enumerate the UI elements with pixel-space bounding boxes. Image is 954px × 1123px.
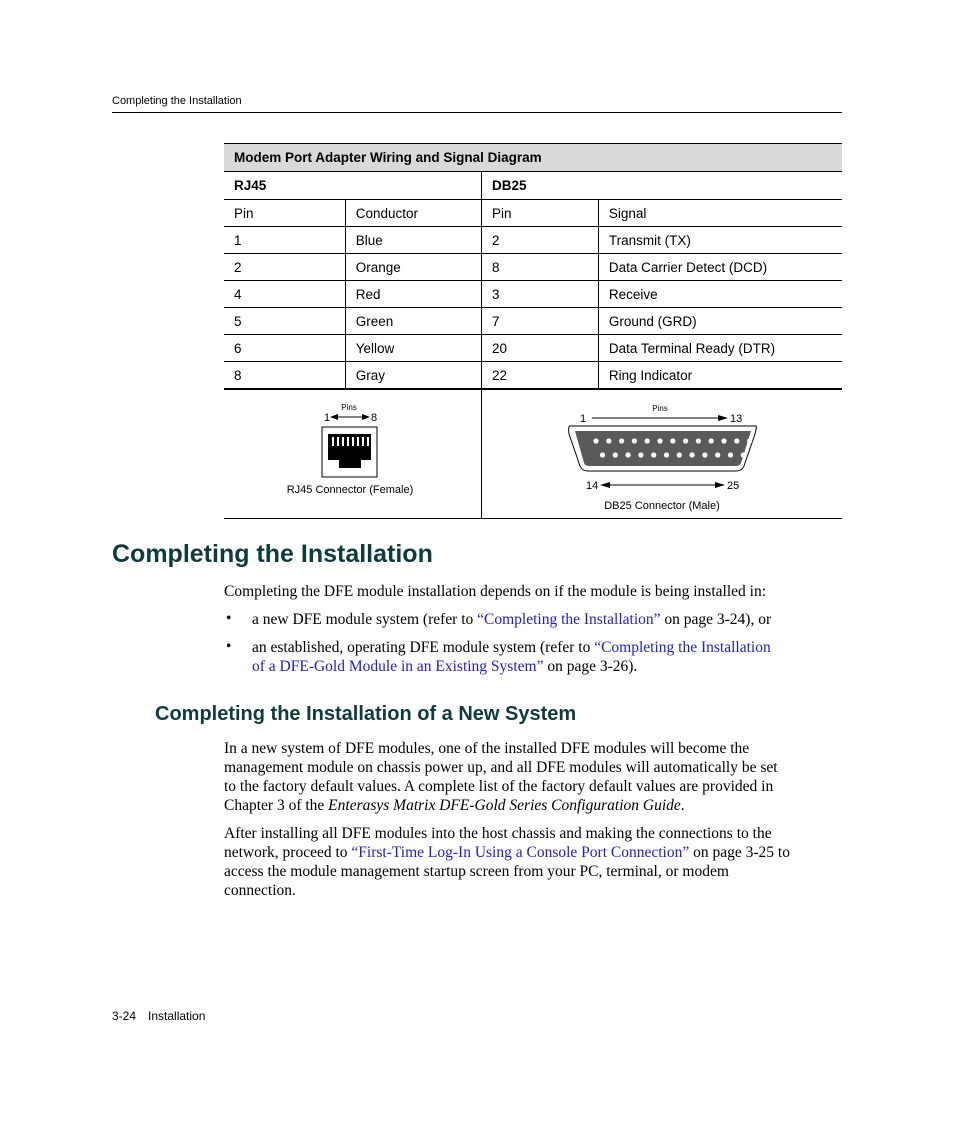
rj45-pin-first: 1 [324, 412, 331, 424]
db25-pin [715, 452, 720, 457]
db25-pin [747, 438, 752, 443]
db25-arrow-right-icon [715, 482, 725, 488]
column-header: Signal [598, 200, 842, 227]
section-heading: Completing the Installation [112, 540, 433, 568]
db25-pin [709, 438, 714, 443]
db25-connector-diagram [482, 390, 842, 518]
table-cell: 8 [482, 254, 599, 281]
footer-section: Installation [148, 1009, 206, 1023]
table-cell: Gray [345, 362, 481, 390]
rj45-pins-label: Pins [341, 403, 357, 412]
header-divider [112, 112, 842, 113]
db25-bottom-last: 25 [727, 480, 740, 492]
table-cell: 22 [482, 362, 599, 390]
db25-top-first: 1 [580, 413, 587, 425]
db25-pin [677, 452, 682, 457]
rj45-diagram-cell [224, 389, 482, 519]
table-cell: Green [345, 308, 481, 335]
table-cell: Data Terminal Ready (DTR) [598, 335, 842, 362]
page-footer [112, 1009, 205, 1023]
db25-pin [670, 438, 675, 443]
link-first-time-login[interactable]: “First-Time Log-In Using a Console Port Connection” [351, 844, 690, 861]
table-cell: Receive [598, 281, 842, 308]
table-cell: 1 [224, 227, 345, 254]
link-existing-system[interactable]: of a DFE-Gold Module in an Existing System” [252, 658, 544, 675]
db25-bottom-first: 14 [586, 480, 599, 492]
column-header: Pin [482, 200, 599, 227]
subsection-heading: Completing the Installation of a New System [155, 703, 577, 725]
db25-pin [696, 438, 701, 443]
db25-pin [664, 452, 669, 457]
db25-pins-label: Pins [652, 404, 668, 413]
table-cell: 5 [224, 308, 345, 335]
db25-pin [613, 452, 618, 457]
table-row [224, 308, 842, 335]
column-header: Pin [224, 200, 345, 227]
table-cell: Data Carrier Detect (DCD) [598, 254, 842, 281]
bullet-marker: • [226, 638, 232, 655]
db25-pin [721, 438, 726, 443]
db25-pin [626, 452, 631, 457]
table-cell: 3 [482, 281, 599, 308]
connector-header-rj45: RJ45 [224, 172, 482, 200]
table-row [224, 335, 842, 362]
connector-header-db25: DB25 [482, 172, 843, 200]
db25-top-last: 13 [730, 413, 743, 425]
paragraph-new-system: In a new system of DFE modules, one of the installed DFE modules will become the management module on chassis power up, and all DFE modules will automatically be set to the factory default values. A complete list of the factory default values are provided in Chapter 3 of the Enterasys Matrix DFE-Gold Series Configuration Guide. [224, 740, 778, 814]
table-row [224, 254, 842, 281]
db25-arrow-left-icon [600, 482, 610, 488]
table-cell: 20 [482, 335, 599, 362]
section-intro: Completing the DFE module installation depends on if the module is being installed in: [224, 583, 767, 600]
link-existing-system[interactable]: “Completing the Installation [594, 639, 771, 656]
db25-pin [593, 438, 598, 443]
db25-pin [600, 452, 605, 457]
db25-arrow-right-icon [718, 415, 728, 421]
table-cell: Blue [345, 227, 481, 254]
table-row [224, 227, 842, 254]
db25-pin [619, 438, 624, 443]
db25-pin [638, 452, 643, 457]
table-cell: 6 [224, 335, 345, 362]
column-header: Conductor [345, 200, 481, 227]
rj45-caption: RJ45 Connector (Female) [286, 484, 414, 496]
table-row [224, 362, 842, 390]
table-cell: 7 [482, 308, 599, 335]
rj45-arrow-left-icon [330, 414, 338, 420]
db25-pin [741, 452, 746, 457]
bullet-item: a new DFE module system (refer to “Completing the Installation” on page 3-24), or [252, 611, 772, 628]
table-cell: Orange [345, 254, 481, 281]
db25-face [575, 431, 751, 466]
link-completing-installation[interactable]: “Completing the Installation” [477, 611, 661, 628]
db25-pin [683, 438, 688, 443]
table-row [224, 281, 842, 308]
db25-pin [702, 452, 707, 457]
table-cell: 8 [224, 362, 345, 390]
table-cell: 4 [224, 281, 345, 308]
db25-diagram-cell [482, 389, 843, 519]
rj45-pin-last: 8 [371, 412, 378, 424]
page-number: 3-24 [112, 1009, 137, 1023]
paragraph-after-install: After installing all DFE modules into the host chassis and making the connections to the network, proceed to “First-Time Log-In Using a Console Port Connection” on page 3-25 to access the module management startup screen from your PC, terminal, or modem connection. [224, 825, 790, 899]
bullet-item: an established, operating DFE module system (refer to “Completing the Installation of a DFE-Gold Module in an Existing System” on page 3-26). [252, 639, 771, 675]
table-cell: 2 [482, 227, 599, 254]
rj45-arrow-right-icon [362, 414, 370, 420]
db25-pin [632, 438, 637, 443]
bullet-marker: • [226, 610, 232, 627]
table-cell: Ground (GRD) [598, 308, 842, 335]
table-cell: 2 [224, 254, 345, 281]
guide-title: Enterasys Matrix DFE-Gold Series Configuration Guide [328, 797, 681, 814]
db25-pin [645, 438, 650, 443]
table-title: Modem Port Adapter Wiring and Signal Diagram [224, 144, 842, 172]
db25-pin [657, 438, 662, 443]
db25-caption: DB25 Connector (Male) [604, 500, 720, 512]
table-cell: Red [345, 281, 481, 308]
wiring-table [224, 143, 842, 519]
db25-pin [690, 452, 695, 457]
db25-pin [734, 438, 739, 443]
table-cell: Ring Indicator [598, 362, 842, 390]
db25-pin [728, 452, 733, 457]
table-cell: Yellow [345, 335, 481, 362]
table-cell: Transmit (TX) [598, 227, 842, 254]
db25-pin [606, 438, 611, 443]
db25-pin [651, 452, 656, 457]
running-header: Completing the Installation [112, 95, 242, 107]
rj45-connector-diagram [224, 390, 481, 518]
